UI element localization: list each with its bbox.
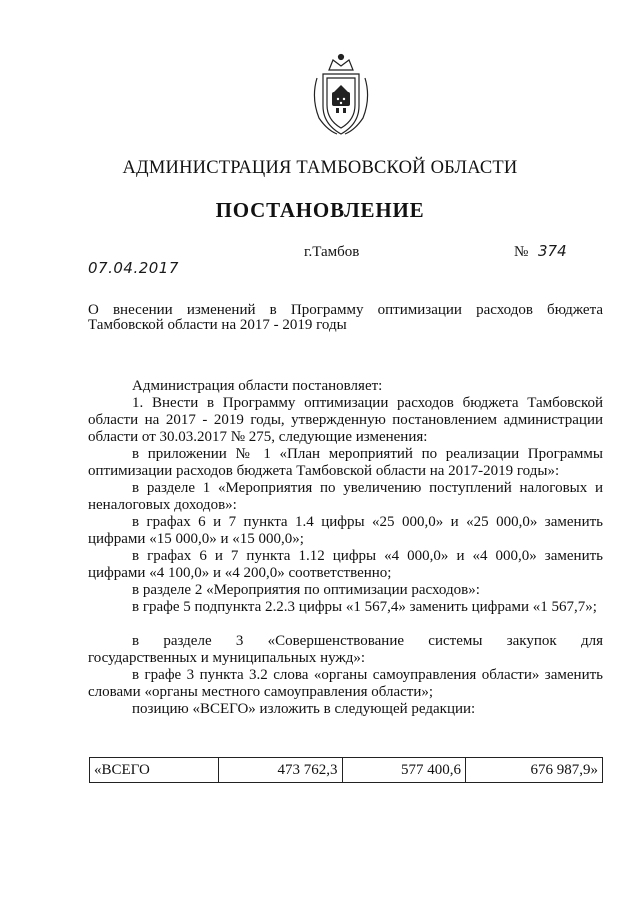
item-1-4-paragraph: в графах 6 и 7 пункта 1.4 цифры «25 000,0» и «25 000,0» заменить цифрами «15 000,0» и «15 000,0»; bbox=[88, 514, 603, 547]
table-row bbox=[90, 758, 603, 783]
item-3-2-paragraph: в графе 3 пункта 3.2 слова «органы самоуправления области» заменить словами «органы местного самоуправления области»; bbox=[88, 667, 603, 700]
document-date: 07.04.2017 bbox=[88, 259, 179, 277]
section-1-paragraph: в разделе 1 «Мероприятия по увеличению поступлений налоговых и неналоговых доходов»: bbox=[88, 480, 603, 513]
section-2-paragraph: в разделе 2 «Мероприятия по оптимизации расходов»: bbox=[132, 582, 480, 598]
tambov-coat-of-arms-emblem bbox=[307, 48, 375, 140]
totals-2018-cell: 577 400,6 bbox=[342, 758, 466, 783]
totals-table bbox=[89, 757, 603, 783]
section-3-paragraph-line1: в разделе 3 «Совершенствование системы закупок для bbox=[132, 633, 603, 649]
totals-2017-cell: 473 762,3 bbox=[219, 758, 343, 783]
section-3-paragraph-line2: государственных и муниципальных нужд»: bbox=[88, 650, 366, 666]
totals-2019-cell: 676 987,9» bbox=[466, 758, 603, 783]
city-label: г.Тамбов bbox=[304, 244, 360, 260]
preamble-paragraph: Администрация области постановляет: bbox=[132, 378, 383, 394]
number-label: № bbox=[514, 244, 529, 260]
document-subject: О внесении изменений в Программу оптимизации расходов бюджета Тамбовской области на 2017 - 2019 годы bbox=[88, 302, 603, 333]
document-number: 374 bbox=[538, 242, 567, 260]
clause-1-paragraph: 1. Внести в Программу оптимизации расходов бюджета Тамбовской области на 2017 - 2019 годы, утвержденную постановлением администрации области от 30.03.2017 № 275, следующие изменения: bbox=[88, 395, 603, 445]
subitem-2-2-3-paragraph: в графе 5 подпункта 2.2.3 цифры «1 567,4» заменить цифрами «1 567,7»; bbox=[132, 599, 597, 615]
item-1-12-paragraph: в графах 6 и 7 пункта 1.12 цифры «4 000,0» и «4 000,0» заменить цифрами «4 100,0» и «4 200,0» соответственно; bbox=[88, 548, 603, 581]
agency-name: АДМИНИСТРАЦИЯ ТАМБОВСКОЙ ОБЛАСТИ bbox=[122, 158, 518, 178]
totals-label-cell: «ВСЕГО bbox=[90, 758, 219, 783]
total-position-paragraph: позицию «ВСЕГО» изложить в следующей редакции: bbox=[132, 701, 476, 717]
document-type-title: ПОСТАНОВЛЕНИЕ bbox=[215, 198, 425, 222]
appendix-1-paragraph: в приложении № 1 «План мероприятий по реализации Программы оптимизации расходов бюджета Тамбовской области на 2017-2019 годы»: bbox=[88, 446, 603, 479]
